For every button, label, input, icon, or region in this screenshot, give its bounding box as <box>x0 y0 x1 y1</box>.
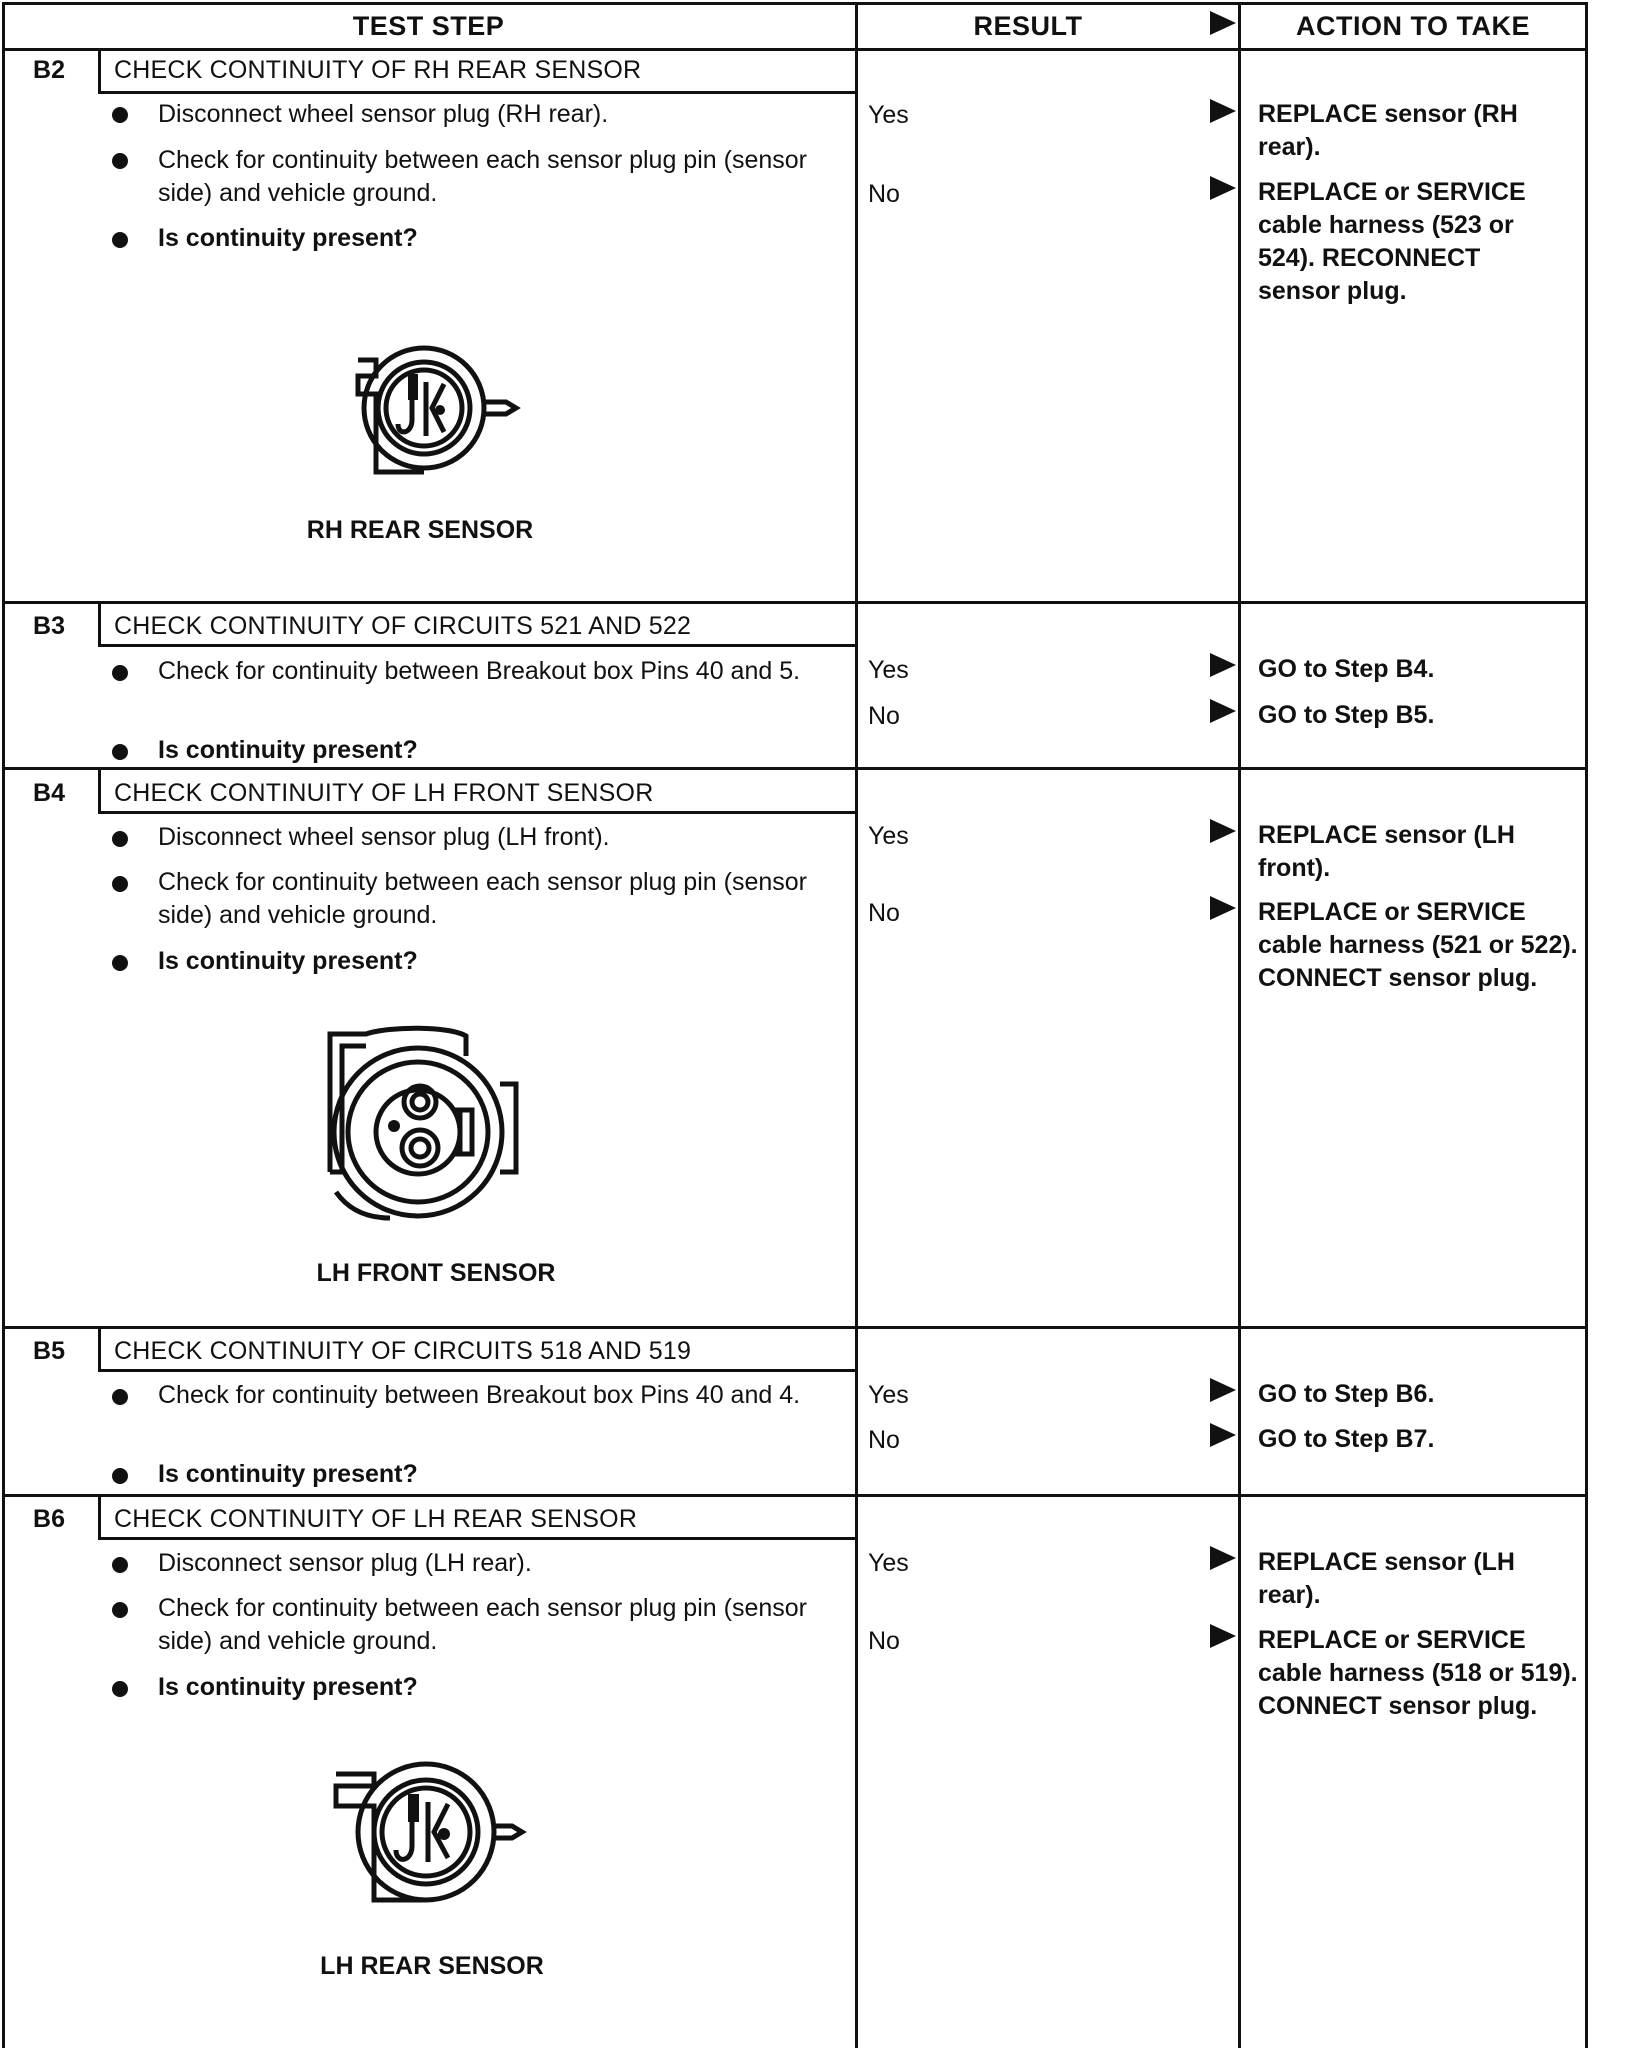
step-id-divider <box>98 767 101 812</box>
action-yes: REPLACE sensor (RH rear). <box>1258 100 1518 161</box>
step-separator <box>2 1494 1588 1497</box>
result-no: No <box>868 1627 900 1655</box>
result-yes: Yes <box>868 1381 909 1409</box>
bullet-icon <box>112 955 128 971</box>
bullet-icon <box>112 107 128 123</box>
action-no: GO to Step B7. <box>1258 1425 1435 1453</box>
result-yes: Yes <box>868 1549 909 1577</box>
step-separator <box>2 767 1588 770</box>
step-title-underline <box>98 1537 855 1540</box>
step-separator <box>2 601 1588 604</box>
step-id: B4 <box>33 779 65 807</box>
bullet-icon <box>112 232 128 248</box>
step-title-underline <box>98 811 855 814</box>
step-instruction: Disconnect sensor plug (LH rear). <box>158 1549 532 1577</box>
step-title: CHECK CONTINUITY OF CIRCUITS 521 AND 522 <box>114 612 692 640</box>
bullet-icon <box>112 831 128 847</box>
bullet-icon <box>112 1389 128 1405</box>
header-bottom-line <box>2 48 1588 51</box>
step-id-divider <box>98 601 101 646</box>
step-title-underline <box>98 1369 855 1372</box>
arrow-icon <box>1210 819 1236 843</box>
arrow-icon <box>1210 896 1236 920</box>
arrow-icon <box>1210 653 1236 677</box>
step-instruction: Check for continuity between each sensor plug pin (sensor side) and vehicle ground. <box>158 1594 807 1655</box>
column-divider-result <box>855 2 858 2048</box>
table-border-top <box>2 2 1588 5</box>
action-yes: GO to Step B4. <box>1258 655 1435 683</box>
result-yes: Yes <box>868 822 909 850</box>
action-no: REPLACE or SERVICE cable harness (523 or 524). RECONNECT sensor plug. <box>1258 178 1526 305</box>
bullet-icon <box>112 1468 128 1484</box>
bullet-icon <box>112 153 128 169</box>
result-no: No <box>868 899 900 927</box>
bullet-icon <box>112 744 128 760</box>
table-border-right <box>1585 2 1588 2048</box>
step-question: Is continuity present? <box>158 947 418 975</box>
result-no: No <box>868 180 900 208</box>
bullet-icon <box>112 1681 128 1697</box>
result-yes: Yes <box>868 656 909 684</box>
table-border-left <box>2 2 5 2048</box>
arrow-icon <box>1210 1624 1236 1648</box>
step-id: B5 <box>33 1337 65 1365</box>
bullet-icon <box>112 1602 128 1618</box>
figure-label: LH FRONT SENSOR <box>316 1259 556 1287</box>
header-action: ACTION TO TAKE <box>1296 11 1530 41</box>
result-no: No <box>868 702 900 730</box>
arrow-icon <box>1210 1423 1236 1447</box>
step-question: Is continuity present? <box>158 1460 418 1488</box>
step-id: B2 <box>33 56 65 84</box>
bullet-icon <box>112 1557 128 1573</box>
step-id-divider <box>98 1326 101 1371</box>
step-title: CHECK CONTINUITY OF LH FRONT SENSOR <box>114 779 654 807</box>
arrow-icon <box>1210 1378 1236 1402</box>
step-title: CHECK CONTINUITY OF RH REAR SENSOR <box>114 56 642 84</box>
step-question: Is continuity present? <box>158 224 418 252</box>
step-instruction: Disconnect wheel sensor plug (RH rear). <box>158 100 609 128</box>
step-instruction: Disconnect wheel sensor plug (LH front). <box>158 823 610 851</box>
action-yes: GO to Step B6. <box>1258 1380 1435 1408</box>
step-title: CHECK CONTINUITY OF LH REAR SENSOR <box>114 1505 638 1533</box>
arrow-icon <box>1210 1546 1236 1570</box>
arrow-icon <box>1210 699 1236 723</box>
step-id: B3 <box>33 612 65 640</box>
arrow-icon <box>1210 176 1236 200</box>
step-id: B6 <box>33 1505 65 1533</box>
step-question: Is continuity present? <box>158 736 418 764</box>
result-no: No <box>868 1426 900 1454</box>
header-test-step: TEST STEP <box>352 11 505 41</box>
header-arrow-icon <box>1210 11 1236 35</box>
step-id-divider <box>98 1494 101 1539</box>
action-no: GO to Step B5. <box>1258 701 1435 729</box>
lh-front-sensor-diagram <box>310 1022 530 1232</box>
arrow-icon <box>1210 99 1236 123</box>
column-divider-action <box>1238 2 1241 2048</box>
action-yes: REPLACE sensor (LH rear). <box>1258 1548 1515 1609</box>
result-yes: Yes <box>868 101 909 129</box>
rh-rear-sensor-diagram <box>336 336 536 486</box>
header-result: RESULT <box>973 11 1083 41</box>
step-id-divider <box>98 48 101 93</box>
step-instruction: Check for continuity between Breakout box Pins 40 and 4. <box>158 1381 801 1409</box>
step-instruction: Check for continuity between each sensor plug pin (sensor side) and vehicle ground. <box>158 868 807 929</box>
bullet-icon <box>112 665 128 681</box>
figure-label: LH REAR SENSOR <box>320 1952 544 1980</box>
action-no: REPLACE or SERVICE cable harness (521 or 522). CONNECT sensor plug. <box>1258 898 1578 992</box>
step-title: CHECK CONTINUITY OF CIRCUITS 518 AND 519 <box>114 1337 692 1365</box>
lh-rear-sensor-diagram <box>326 1750 536 1920</box>
step-question: Is continuity present? <box>158 1673 418 1701</box>
bullet-icon <box>112 876 128 892</box>
step-instruction: Check for continuity between Breakout box Pins 40 and 5. <box>158 657 801 685</box>
action-no: REPLACE or SERVICE cable harness (518 or 519). CONNECT sensor plug. <box>1258 1626 1578 1720</box>
figure-label: RH REAR SENSOR <box>306 516 534 544</box>
step-title-underline <box>98 644 855 647</box>
step-separator <box>2 1326 1588 1329</box>
step-instruction: Check for continuity between each sensor plug pin (sensor side) and vehicle ground. <box>158 146 807 207</box>
action-yes: REPLACE sensor (LH front). <box>1258 821 1515 882</box>
step-title-underline <box>98 91 855 94</box>
